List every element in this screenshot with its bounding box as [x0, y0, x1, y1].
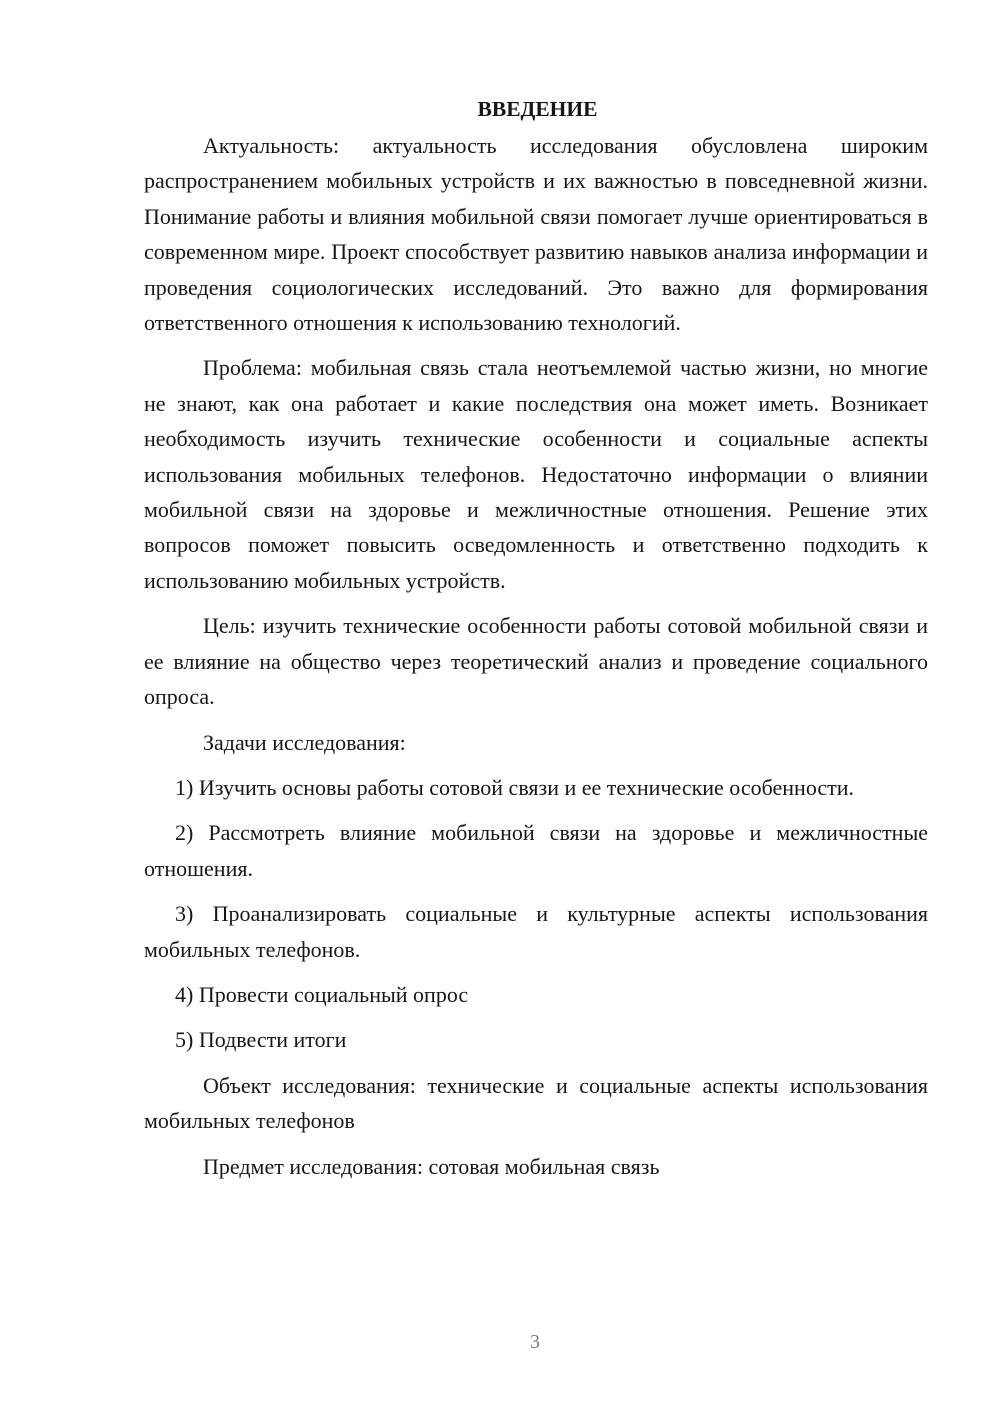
page-content: [144, 92, 928, 1194]
tasks-heading: Задачи исследования:: [203, 729, 406, 755]
task-item: 4) Провести социальный опрос: [175, 981, 469, 1007]
task-item: 2) Рассмотреть влияние мобильной связи на здоровье и межличностные отношения.: [144, 820, 928, 881]
task-item: 3) Проанализировать социальные и культурные аспекты использования мобильных телефонов.: [144, 901, 928, 962]
problem-paragraph: Проблема: мобильная связь стала неотъемлемой частью жизни, но многие не знают, как она работает и какие последствия она может иметь. Возникает необходимость изучить технические особенности и социальные аспекты использования мобильных телефонов. Недостаточно информации о влиянии мобильной связи на здоровье и межличностные отношения. Решение этих вопросов поможет повысить осведомленность и ответственно подходить к использованию мобильных устройств.: [144, 355, 928, 593]
relevance-paragraph: Актуальность: актуальность исследования обусловлена широким распространением мобильных устройств и их важностью в повседневной жизни. Понимание работы и влияния мобильной связи помогает лучше ориентироваться в современном мире. Проект способствует развитию навыков анализа информации и проведения социологических исследований. Это важно для формирования ответственного отношения к использованию технологий.: [144, 133, 928, 336]
subject-paragraph: Предмет исследования: сотовая мобильная связь: [203, 1153, 660, 1179]
task-item: 5) Подвести итоги: [175, 1027, 347, 1053]
task-item: 1) Изучить основы работы сотовой связи и ее технические особенности.: [175, 774, 855, 800]
page-number: 3: [530, 1331, 540, 1353]
goal-paragraph: Цель: изучить технические особенности работы сотовой мобильной связи и ее влияние на общество через теоретический анализ и проведение социального опроса.: [144, 613, 928, 710]
section-title: ВВЕДЕНИЕ: [477, 97, 598, 121]
object-paragraph: Объект исследования: технические и социальные аспекты использования мобильных телефонов: [144, 1072, 928, 1134]
